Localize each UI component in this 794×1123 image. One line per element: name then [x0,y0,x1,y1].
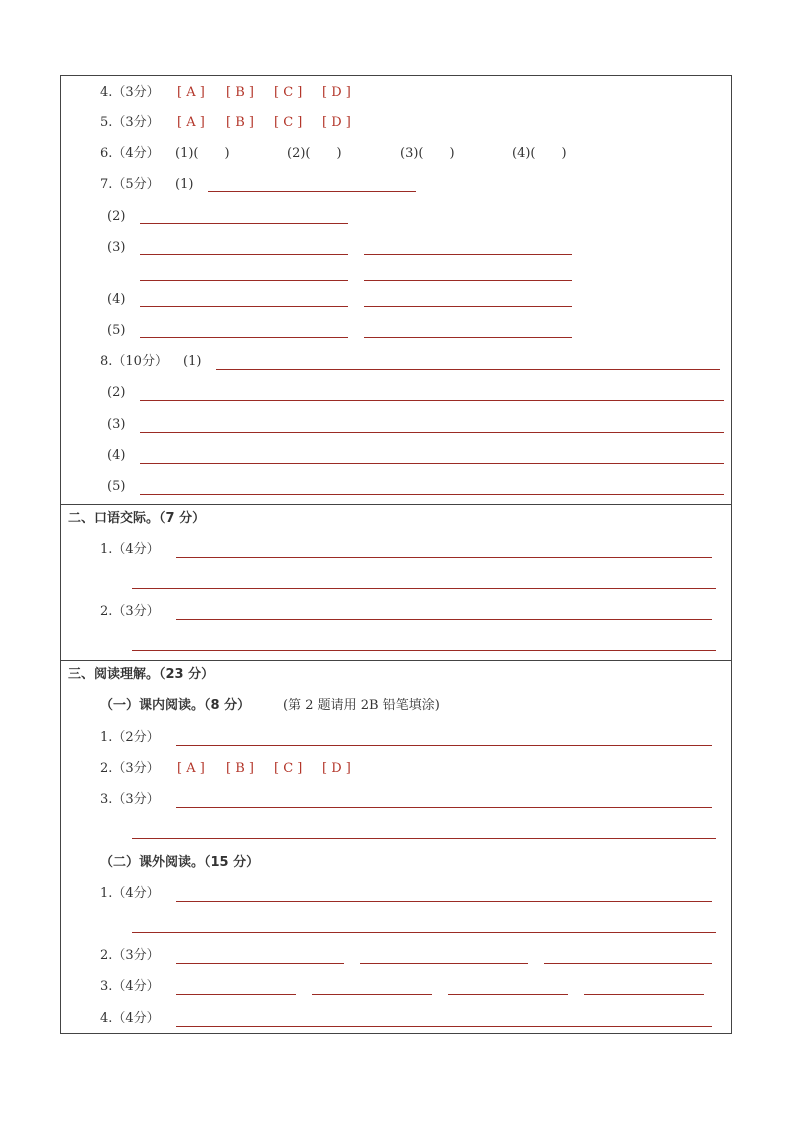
answer-line[interactable] [364,337,572,338]
blank-2[interactable]: (2)( ) [287,146,342,161]
sub-label: (2) [107,209,126,224]
choice-a[interactable]: [ A ] [177,115,205,130]
choice-c[interactable]: [ C ] [274,85,303,100]
question-label: 2.（3分） [100,761,160,776]
question-label: 1.（4分） [100,886,160,901]
answer-line[interactable] [132,838,716,839]
question-label: 2.（3分） [100,604,160,619]
sub-label: (3) [107,417,126,432]
choice-a[interactable]: [ A ] [177,761,205,776]
answer-line[interactable] [208,191,416,192]
answer-line[interactable] [312,994,432,995]
choice-c[interactable]: [ C ] [274,761,303,776]
sub-label: (5) [107,323,126,338]
answer-line[interactable] [132,588,716,589]
sub-label: (1) [183,354,202,369]
answer-line[interactable] [140,223,348,224]
answer-line[interactable] [140,306,348,307]
answer-line[interactable] [176,619,712,620]
question-label: 7.（5分） [100,177,160,192]
answer-line[interactable] [448,994,568,995]
sub-label: (4) [107,292,126,307]
subsection-note: (第 2 题请用 2B 铅笔填涂) [283,698,440,713]
question-label: 1.（2分） [100,730,160,745]
answer-line[interactable] [176,1026,712,1027]
question-label: 4.（4分） [100,1011,160,1026]
answer-line[interactable] [176,901,712,902]
sub-label: (1) [175,177,194,192]
section-divider [60,660,732,661]
section-title: 三、阅读理解。（23 分） [68,667,215,682]
answer-line[interactable] [140,494,724,495]
choice-b[interactable]: [ B ] [226,761,254,776]
blank-4[interactable]: (4)( ) [512,146,567,161]
answer-line[interactable] [364,280,572,281]
answer-line[interactable] [544,963,712,964]
answer-line[interactable] [140,400,724,401]
answer-line[interactable] [176,963,344,964]
answer-line[interactable] [140,254,348,255]
section-title: 二、口语交际。（7 分） [68,511,206,526]
subsection-title: （二）课外阅读。（15 分） [100,855,260,870]
blank-1[interactable]: (1)( ) [175,146,230,161]
sub-label: (5) [107,479,126,494]
sub-label: (3) [107,240,126,255]
blank-3[interactable]: (3)( ) [400,146,455,161]
answer-sheet-frame [60,75,732,1034]
answer-line[interactable] [364,306,572,307]
question-label: 1.（4分） [100,542,160,557]
choice-b[interactable]: [ B ] [226,115,254,130]
answer-line[interactable] [176,807,712,808]
answer-line[interactable] [364,254,572,255]
answer-line[interactable] [140,432,724,433]
choice-d[interactable]: [ D ] [322,85,351,100]
section-divider [60,504,732,505]
answer-line[interactable] [216,369,720,370]
subsection-title: （一）课内阅读。（8 分） [100,698,251,713]
question-label: 2.（3分） [100,948,160,963]
question-label: 4.（3分） [100,85,160,100]
choice-d[interactable]: [ D ] [322,761,351,776]
question-label: 5.（3分） [100,115,160,130]
choice-b[interactable]: [ B ] [226,85,254,100]
question-label: 3.（3分） [100,792,160,807]
answer-line[interactable] [140,463,724,464]
answer-line[interactable] [176,557,712,558]
answer-line[interactable] [140,280,348,281]
question-label: 3.（4分） [100,979,160,994]
answer-line[interactable] [360,963,528,964]
answer-line[interactable] [176,745,712,746]
answer-line[interactable] [584,994,704,995]
choice-d[interactable]: [ D ] [322,115,351,130]
question-label: 6.（4分） [100,146,160,161]
answer-line[interactable] [132,650,716,651]
sub-label: (4) [107,448,126,463]
answer-line[interactable] [176,994,296,995]
answer-line[interactable] [132,932,716,933]
answer-line[interactable] [140,337,348,338]
choice-c[interactable]: [ C ] [274,115,303,130]
sub-label: (2) [107,385,126,400]
choice-a[interactable]: [ A ] [177,85,205,100]
question-label: 8.（10分） [100,354,168,369]
